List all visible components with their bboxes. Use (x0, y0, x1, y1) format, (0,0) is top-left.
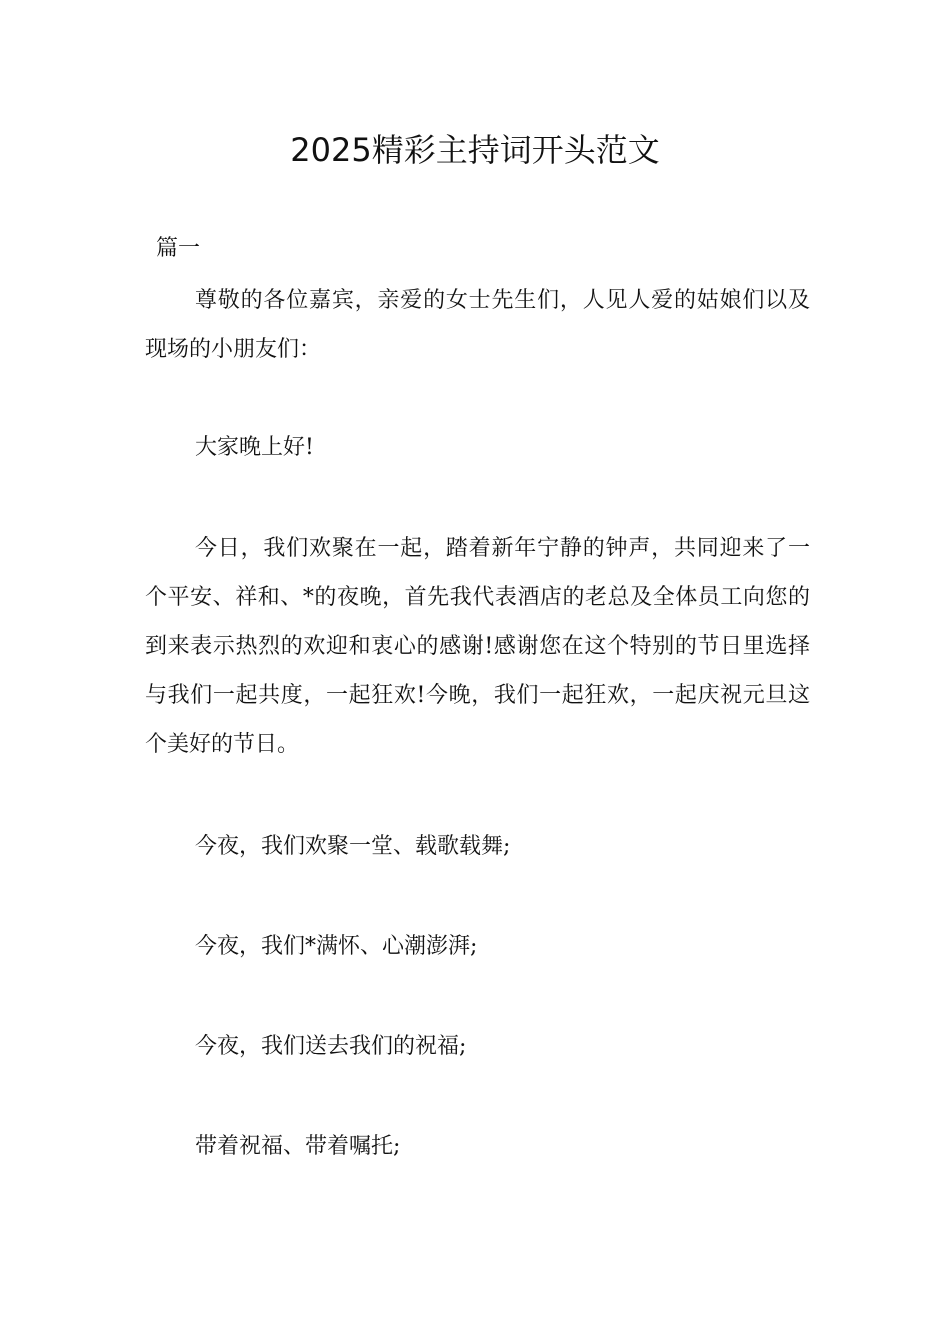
paragraph-good-evening: 大家晚上好! (195, 435, 314, 460)
paragraph-tonight-2: 今夜，我们*满怀、心潮澎湃; (195, 934, 478, 959)
paragraph-blessing: 带着祝福、带着嘱托; (195, 1134, 401, 1159)
paragraph-tonight-1: 今夜，我们欢聚一堂、载歌载舞; (195, 834, 511, 859)
paragraph-tonight-3: 今夜，我们送去我们的祝福; (195, 1034, 467, 1059)
document-title: 2025精彩主持词开头范文 (290, 131, 660, 169)
paragraph-greeting: 尊敬的各位嘉宾，亲爱的女士先生们，人见人爱的姑娘们以及现场的小朋友们： (145, 288, 810, 362)
paragraph-welcome: 今日，我们欢聚在一起，踏着新年宁静的钟声，共同迎来了一个平安、祥和、*的夜晚，首先我代表酒店的老总及全体员工向您的到来表示热烈的欢迎和衷心的感谢!感谢您在这个特别的节日里选择与我们一起共度，一起狂欢!今晚，我们一起狂欢，一起庆祝元旦这个美好的节日。 (145, 536, 810, 757)
section-label: 篇一 (156, 236, 201, 261)
